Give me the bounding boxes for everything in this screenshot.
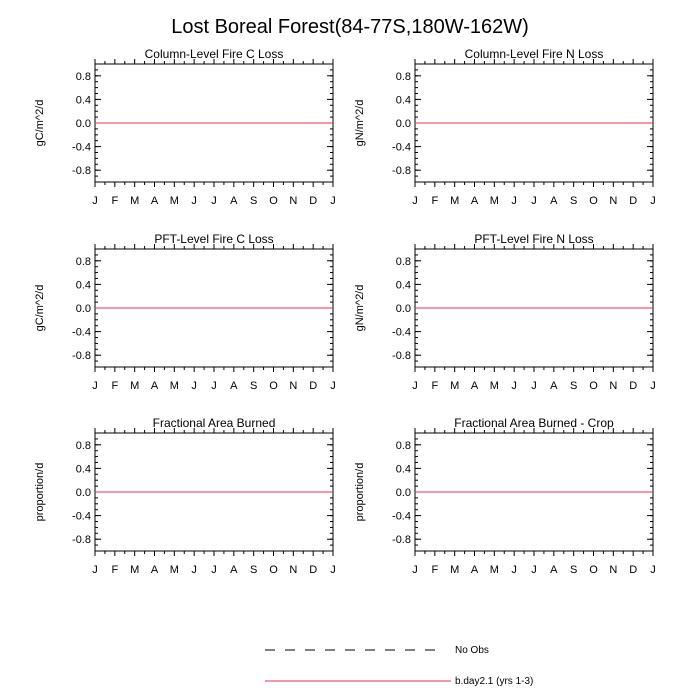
x-tick-label: O	[269, 195, 278, 207]
y-tick-label: 0.8	[75, 439, 91, 452]
x-tick-label: O	[589, 195, 598, 207]
x-tick-label: J	[650, 195, 656, 207]
x-tick-label: F	[431, 380, 439, 392]
y-tick-label: -0.4	[72, 141, 91, 154]
y-tick-label: -0.4	[72, 510, 91, 523]
x-tick-label: M	[130, 564, 140, 576]
y-tick-label: 0.4	[395, 94, 411, 107]
x-tick-label: A	[550, 380, 558, 392]
x-tick-label: D	[629, 564, 638, 576]
y-tick-label: 0.0	[395, 487, 411, 499]
x-tick-label: J	[211, 380, 217, 392]
figure-title: Lost Boreal Forest(84-77S,180W-162W)	[171, 16, 529, 38]
x-tick-label: J	[191, 195, 197, 207]
panel-title: Column-Level Fire C Loss	[144, 47, 284, 61]
x-tick-label: A	[230, 564, 238, 576]
panel-title: Fractional Area Burned - Crop	[454, 416, 614, 430]
legend-label-model: b.day2.1 (yrs 1-3)	[455, 676, 534, 687]
y-tick-label: 0.4	[75, 94, 91, 107]
y-tick-label: -0.4	[392, 326, 411, 339]
x-tick-label: N	[609, 564, 618, 576]
x-tick-label: S	[569, 564, 578, 576]
x-tick-label: F	[111, 564, 119, 576]
x-tick-label: F	[111, 380, 119, 392]
x-tick-label: M	[450, 195, 460, 207]
x-tick-label: J	[412, 195, 418, 207]
y-axis-label: gC/m^2/d	[34, 99, 46, 147]
x-tick-label: A	[230, 380, 238, 392]
chart-panel	[34, 232, 336, 392]
x-tick-label: M	[489, 380, 499, 392]
y-tick-label: -0.8	[392, 350, 411, 363]
y-axis-label: gC/m^2/d	[34, 284, 46, 332]
x-tick-label: J	[650, 380, 656, 392]
x-tick-label: D	[309, 380, 318, 392]
x-tick-label: S	[249, 380, 258, 392]
y-axis-label: proportion/d	[354, 462, 366, 522]
y-tick-label: -0.4	[392, 141, 411, 154]
x-tick-label: A	[150, 195, 159, 207]
y-tick-label: 0.4	[395, 279, 411, 292]
y-tick-label: 0.0	[395, 303, 411, 315]
y-tick-label: -0.4	[72, 326, 91, 339]
x-tick-label: J	[330, 564, 336, 576]
x-tick-label: F	[431, 195, 439, 207]
y-tick-label: 0.0	[75, 118, 91, 130]
x-tick-label: O	[269, 564, 278, 576]
x-tick-label: A	[150, 380, 159, 392]
x-tick-label: J	[511, 564, 517, 576]
x-tick-label: A	[550, 195, 558, 207]
x-tick-label: M	[169, 564, 179, 576]
x-tick-label: J	[531, 564, 537, 576]
y-tick-label: 0.0	[395, 118, 411, 130]
x-tick-label: N	[289, 195, 298, 207]
y-tick-label: -0.8	[72, 165, 91, 178]
y-tick-label: 0.8	[395, 255, 411, 268]
y-tick-label: -0.4	[392, 510, 411, 523]
y-tick-label: -0.8	[392, 534, 411, 547]
y-tick-label: 0.4	[75, 279, 91, 292]
x-tick-label: O	[269, 380, 278, 392]
x-tick-label: S	[569, 195, 578, 207]
x-tick-label: N	[609, 195, 618, 207]
x-tick-label: A	[470, 380, 479, 392]
x-tick-label: N	[609, 380, 618, 392]
x-tick-label: A	[150, 564, 159, 576]
x-tick-label: O	[589, 380, 598, 392]
x-tick-label: A	[550, 564, 558, 576]
x-tick-label: M	[169, 380, 179, 392]
x-tick-label: J	[92, 195, 98, 207]
y-tick-label: 0.8	[75, 255, 91, 268]
panel-title: Column-Level Fire N Loss	[464, 47, 604, 61]
x-tick-label: J	[92, 380, 98, 392]
chart-panel	[34, 47, 336, 207]
x-tick-label: J	[650, 564, 656, 576]
y-axis-label: gN/m^2/d	[354, 99, 366, 147]
x-tick-label: M	[450, 564, 460, 576]
x-tick-label: D	[309, 195, 318, 207]
panel-title: PFT-Level Fire C Loss	[154, 232, 274, 246]
x-tick-label: D	[629, 380, 638, 392]
x-tick-label: J	[211, 195, 217, 207]
y-tick-label: 0.8	[395, 70, 411, 83]
x-tick-label: J	[92, 564, 98, 576]
x-tick-label: M	[130, 380, 140, 392]
x-tick-label: M	[489, 195, 499, 207]
panel-title: Fractional Area Burned	[152, 416, 276, 430]
x-tick-label: J	[330, 380, 336, 392]
x-tick-label: S	[569, 380, 578, 392]
y-tick-label: -0.8	[72, 350, 91, 363]
y-tick-label: 0.4	[75, 463, 91, 476]
x-tick-label: J	[511, 195, 517, 207]
panel-title: PFT-Level Fire N Loss	[474, 232, 594, 246]
chart-panels	[34, 47, 656, 576]
x-tick-label: D	[629, 195, 638, 207]
x-tick-label: J	[191, 564, 197, 576]
x-tick-label: J	[330, 195, 336, 207]
x-tick-label: A	[470, 564, 479, 576]
chart-panel	[34, 416, 336, 576]
x-tick-label: M	[450, 380, 460, 392]
chart-panel	[354, 232, 656, 392]
x-tick-label: N	[289, 564, 298, 576]
x-tick-label: M	[489, 564, 499, 576]
x-tick-label: J	[412, 564, 418, 576]
y-tick-label: -0.8	[392, 165, 411, 178]
y-tick-label: -0.8	[72, 534, 91, 547]
x-tick-label: J	[211, 564, 217, 576]
y-tick-label: 0.4	[395, 463, 411, 476]
x-tick-label: M	[169, 195, 179, 207]
x-tick-label: J	[511, 380, 517, 392]
x-tick-label: D	[309, 564, 318, 576]
x-tick-label: F	[431, 564, 439, 576]
x-tick-label: S	[249, 195, 258, 207]
x-tick-label: M	[130, 195, 140, 207]
x-tick-label: O	[589, 564, 598, 576]
y-axis-label: proportion/d	[34, 462, 46, 522]
x-tick-label: J	[531, 380, 537, 392]
x-tick-label: F	[111, 195, 119, 207]
x-tick-label: J	[412, 380, 418, 392]
x-tick-label: J	[191, 380, 197, 392]
x-tick-label: S	[249, 564, 258, 576]
y-tick-label: 0.8	[395, 439, 411, 452]
y-tick-label: 0.8	[75, 70, 91, 83]
x-tick-label: N	[289, 380, 298, 392]
y-axis-label: gN/m^2/d	[354, 284, 366, 332]
x-tick-label: J	[531, 195, 537, 207]
legend-label-no-obs: No Obs	[455, 645, 489, 656]
chart-panel	[354, 416, 656, 576]
x-tick-label: A	[230, 195, 238, 207]
legend	[265, 645, 533, 687]
y-tick-label: 0.0	[75, 487, 91, 499]
x-tick-label: A	[470, 195, 479, 207]
chart-panel	[354, 47, 656, 207]
y-tick-label: 0.0	[75, 303, 91, 315]
